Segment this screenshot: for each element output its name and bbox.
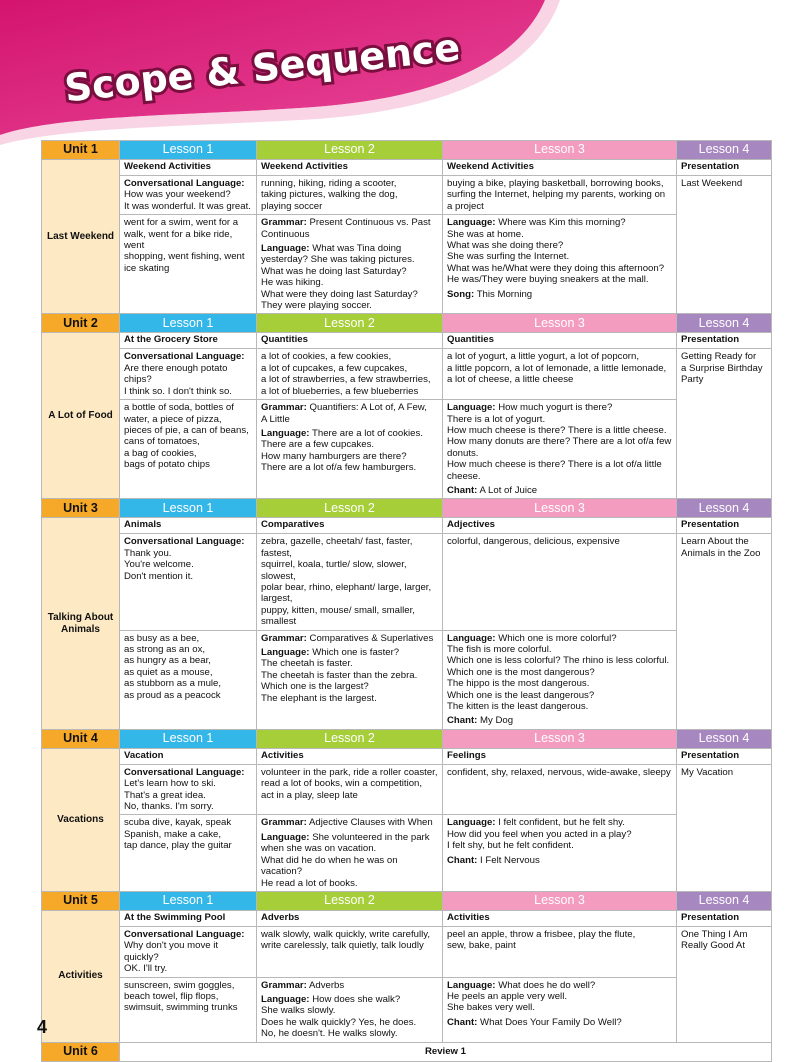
language-text: The kitten is the least dangerous. <box>447 701 589 713</box>
vocabulary-line: walk slowly, walk quickly, write carefully, <box>261 928 430 940</box>
language-text: The cheetah is faster. <box>261 658 353 670</box>
vocabulary-line: running, hiking, riding a scooter, <box>261 178 397 189</box>
language-text: She walks slowly. <box>261 1005 336 1017</box>
unit-label: Unit 1 <box>42 141 120 160</box>
conversational-language-text: Why don't you move it quickly? <box>124 940 219 963</box>
lesson-4-presentation <box>677 926 772 1042</box>
vocabulary-line: zebra, gazelle, cheetah/ fast, faster, fastest, <box>261 536 413 559</box>
unit-name: Talking About Animals <box>42 518 120 730</box>
language <box>261 647 438 658</box>
vocabulary-line: as strong as an ox, <box>124 644 206 655</box>
lesson-3-topic: Activities <box>443 910 677 926</box>
language <box>447 817 672 828</box>
vocabulary-line: squirrel, koala, turtle/ slow, slower, slowest, <box>261 559 407 582</box>
language-text: She volunteered in the park <box>312 831 430 843</box>
vocabulary-line: beach towel, flip flops, <box>124 990 219 1002</box>
lesson-2-vocabulary <box>257 349 443 400</box>
vocabulary-line: a bag of cookies, <box>124 447 197 459</box>
lesson-3-language <box>443 815 677 891</box>
lesson-2-vocabulary <box>257 534 443 630</box>
grammar-text: Adverbs <box>309 979 345 991</box>
grammar-text: Quantifiers: A Lot of, A Few, <box>309 402 427 414</box>
unit-name: Last Weekend <box>42 160 120 314</box>
lesson-1-topic: At the Grocery Store <box>120 333 257 349</box>
language-text: How many hamburgers are there? <box>261 450 407 462</box>
language-text: Which one is less colorful? The rhino is less colorful. <box>447 655 670 667</box>
vocabulary-line: as hungry as a bear, <box>124 655 211 667</box>
conversational-language-text: I think so. I don't think so. <box>124 385 232 397</box>
vocabulary-line: a lot of cupcakes, a few cupcakes, <box>261 362 408 374</box>
vocabulary-line: volunteer in the park, ride a roller coaster, <box>261 766 438 778</box>
lesson-1-topic: Animals <box>120 518 257 534</box>
lesson-1-header: Lesson 1 <box>120 314 257 333</box>
vocabulary-line: a lot of strawberries, a few strawberries, <box>261 374 431 386</box>
language-text: The cheetah is faster than the zebra. <box>261 669 418 681</box>
lesson-2-grammar <box>257 815 443 891</box>
song-chant-title: What Does Your Family Do Well? <box>480 1016 622 1028</box>
unit-label: Unit 5 <box>42 891 120 910</box>
language-text: What was Tina doing <box>312 243 402 255</box>
language-text: She was at home. <box>447 228 524 240</box>
vocabulary-line: shopping, went fishing, went <box>124 251 245 263</box>
vocabulary-line: a little popcorn, a lot of lemonade, a little lemonade, <box>447 362 667 374</box>
lesson-4-header: Lesson 4 <box>677 499 772 518</box>
song-chant-title: My Dog <box>480 715 514 727</box>
language <box>447 980 672 991</box>
language-text: I felt shy, but he felt confident. <box>447 840 574 852</box>
lesson-2-topic: Quantities <box>257 333 443 349</box>
lesson-4-presentation <box>677 764 772 891</box>
unit-name: Activities <box>42 910 120 1042</box>
language-text: What was she doing there? <box>447 240 564 252</box>
lesson-4-presentation <box>677 176 772 314</box>
lesson-3-topic: Feelings <box>443 748 677 764</box>
song-chant-title: A Lot of Juice <box>479 484 538 496</box>
grammar-label: Grammar: <box>261 217 307 229</box>
language <box>261 243 438 254</box>
page-title-text: Scope & Sequence <box>62 30 463 110</box>
conversational-language-label: Conversational Language: <box>124 351 245 363</box>
topic-row <box>42 748 772 764</box>
language-text: There are a lot of/a few hamburgers. <box>261 462 417 474</box>
unit-header-row <box>42 729 772 748</box>
vocabulary-line: ice skating <box>124 262 170 274</box>
language-text: What was he doing last Saturday? <box>261 265 407 277</box>
lesson-2-topic: Comparatives <box>257 518 443 534</box>
page-number: 4 <box>37 1017 48 1037</box>
vocabulary-line: a lot of yogurt, a little yogurt, a lot of popcorn, <box>447 351 639 363</box>
language <box>261 832 438 843</box>
lesson-3-header: Lesson 3 <box>443 891 677 910</box>
lesson-2-grammar <box>257 977 443 1042</box>
topic-row <box>42 333 772 349</box>
language-row <box>42 977 772 1042</box>
conversational-language-text: Are there enough potato chips? <box>124 362 228 386</box>
grammar-text: Continuous <box>261 228 310 240</box>
language-text: What was he/What were they doing this afternoon? <box>447 262 665 274</box>
lesson-1-topic: At the Swimming Pool <box>120 910 257 926</box>
vocabulary-line: sunscreen, swim goggles, <box>124 979 235 991</box>
vocabulary-line: water, a piece of pizza, <box>124 413 222 425</box>
lesson-2-topic: Activities <box>257 748 443 764</box>
lesson-2-header: Lesson 2 <box>257 314 443 333</box>
vocabulary-line: surfing the Internet, helping my parents, working on <box>447 189 666 201</box>
unit-label: Unit 6 <box>42 1042 120 1061</box>
lesson-3-vocabulary <box>443 349 677 400</box>
lesson-4-header: Lesson 4 <box>677 891 772 910</box>
grammar-label: Grammar: <box>261 817 307 829</box>
conversational-language <box>124 767 252 778</box>
language-label: Language: <box>447 217 496 229</box>
lesson-1-conversation <box>120 349 257 400</box>
language-label: Language: <box>261 647 310 658</box>
language-text: Which one is more colorful? <box>498 632 617 644</box>
song-chant <box>447 715 672 726</box>
grammar-label: Grammar: <box>261 632 307 644</box>
lesson-3-language <box>443 400 677 499</box>
conversational-language <box>124 178 252 189</box>
lesson-3-language <box>443 630 677 729</box>
vocabulary-line: write carelessly, talk quietly, talk loudly <box>261 940 424 952</box>
lesson-4-header: Lesson 4 <box>677 141 772 160</box>
topic-row <box>42 518 772 534</box>
conversational-language-text: Let's learn how to ski. <box>124 778 216 790</box>
conversational-language <box>124 536 252 547</box>
vocabulary-line: a lot of blueberries, a few blueberries <box>261 385 419 397</box>
vocabulary-line: confident, shy, relaxed, nervous, wide-awake, sleepy <box>447 766 671 778</box>
conversational-language <box>124 929 252 940</box>
conversational-language-label: Conversational Language: <box>124 766 245 778</box>
lesson-4-presentation <box>677 534 772 730</box>
language-label: Language: <box>447 402 496 414</box>
presentation-title: Getting Ready for <box>681 351 757 363</box>
unit-name: Vacations <box>42 748 120 891</box>
lesson-3-header: Lesson 3 <box>443 141 677 160</box>
song-chant <box>447 485 672 496</box>
vocabulary-line: read a lot of books, win a competition, <box>261 778 423 790</box>
lesson-1-header: Lesson 1 <box>120 729 257 748</box>
language-text: How many donuts are there? There are a lot of/a few donuts. <box>447 436 672 459</box>
conversational-language-text: OK. I'll try. <box>124 963 168 975</box>
lesson-2-grammar <box>257 630 443 729</box>
unit-label: Unit 2 <box>42 314 120 333</box>
presentation-title: One Thing I Am <box>681 928 748 940</box>
conversational-language-text: How was your weekend? <box>124 189 231 201</box>
vocabulary-line: as busy as a bee, <box>124 632 200 644</box>
lesson-2-header: Lesson 2 <box>257 729 443 748</box>
language-text: There are a few cupcakes. <box>261 439 375 451</box>
vocabulary-row <box>42 176 772 215</box>
vocabulary-line: scuba dive, kayak, speak <box>124 817 232 829</box>
vocabulary-row <box>42 926 772 977</box>
song-chant-label: Chant: <box>447 1016 478 1028</box>
vocabulary-line: playing soccer <box>261 200 323 212</box>
lesson-4-presentation <box>677 349 772 499</box>
unit-header-row <box>42 499 772 518</box>
language-text: He was hiking. <box>261 277 324 289</box>
song-chant-label: Chant: <box>447 715 478 727</box>
language-row <box>42 400 772 499</box>
lesson-2-topic: Weekend Activities <box>257 160 443 176</box>
language-row <box>42 215 772 314</box>
lesson-2-vocabulary <box>257 764 443 815</box>
grammar <box>261 402 438 413</box>
presentation-title: Learn About the <box>681 536 749 548</box>
language-label: Language: <box>261 243 310 255</box>
lesson-1-vocabulary <box>120 977 257 1042</box>
language <box>447 633 672 644</box>
language-label: Language: <box>261 831 310 843</box>
language-text: What did he do when he was on vacation? <box>261 854 398 878</box>
vocabulary-line: as stubborn as a mule, <box>124 678 222 690</box>
lesson-2-header: Lesson 2 <box>257 891 443 910</box>
scope-sequence-table <box>41 140 772 1062</box>
lesson-2-grammar <box>257 400 443 499</box>
lesson-1-conversation <box>120 176 257 215</box>
language-text: Which one is the most dangerous? <box>447 666 595 678</box>
language-text: Where was Kim this morning? <box>498 217 626 229</box>
grammar-text: Comparatives & Superlatives <box>309 632 434 644</box>
lesson-4-topic: Presentation <box>677 160 772 176</box>
unit-header-row <box>42 141 772 160</box>
lesson-3-topic: Weekend Activities <box>443 160 677 176</box>
presentation-title: Last Weekend <box>681 178 743 189</box>
language-text: There are a lot of cookies. <box>312 427 423 439</box>
song-chant-label: Chant: <box>447 854 478 866</box>
language-text: when she was on vacation. <box>261 843 377 855</box>
language-text: They were playing soccer. <box>261 300 372 312</box>
language-text: She bakes very well. <box>447 1002 535 1014</box>
lesson-4-topic: Presentation <box>677 910 772 926</box>
language <box>447 217 672 228</box>
lesson-4-topic: Presentation <box>677 333 772 349</box>
language-text: She was surfing the Internet. <box>447 251 570 263</box>
lesson-3-vocabulary <box>443 176 677 215</box>
language-text: No, he doesn't. He walks slowly. <box>261 1028 398 1040</box>
presentation-title: My Vacation <box>681 766 734 778</box>
presentation-title: Really Good At <box>681 940 745 952</box>
song-chant <box>447 1017 672 1028</box>
unit-6-row <box>42 1042 772 1061</box>
lesson-4-header: Lesson 4 <box>677 314 772 333</box>
vocabulary-line: bags of potato chips <box>124 459 210 471</box>
language-label: Language: <box>261 427 310 439</box>
vocabulary-line: tap dance, play the guitar <box>124 840 232 852</box>
conversational-language-text: Don't mention it. <box>124 570 194 582</box>
vocabulary-line: taking pictures, walking the dog, <box>261 189 398 201</box>
presentation-title: a Surprise Birthday <box>681 362 763 374</box>
lesson-2-grammar <box>257 215 443 314</box>
lesson-1-vocabulary <box>120 630 257 729</box>
song-chant <box>447 289 672 300</box>
language-label: Language: <box>447 817 496 829</box>
vocabulary-line: sew, bake, paint <box>447 940 516 952</box>
vocabulary-line: buying a bike, playing basketball, borrowing books, <box>447 178 664 189</box>
lesson-2-header: Lesson 2 <box>257 499 443 518</box>
lesson-2-topic: Adverbs <box>257 910 443 926</box>
conversational-language-text: It was wonderful. It was great. <box>124 200 251 212</box>
vocabulary-line: as proud as a peacock <box>124 689 221 701</box>
topic-row <box>42 910 772 926</box>
vocabulary-line: pieces of pie, a can of beans, <box>124 424 249 436</box>
language-text: He read a lot of books. <box>261 877 358 889</box>
conversational-language-text: That's a great idea. <box>124 789 206 801</box>
lesson-1-header: Lesson 1 <box>120 499 257 518</box>
language-row <box>42 815 772 891</box>
unit-label: Unit 4 <box>42 729 120 748</box>
language-text: There is a lot of yogurt. <box>447 413 546 425</box>
language-label: Language: <box>447 632 496 644</box>
vocabulary-row <box>42 349 772 400</box>
lesson-2-vocabulary <box>257 926 443 977</box>
vocabulary-line: peel an apple, throw a frisbee, play the flute, <box>447 928 636 940</box>
lesson-2-vocabulary <box>257 176 443 215</box>
language <box>261 994 438 1005</box>
lesson-3-vocabulary <box>443 534 677 630</box>
grammar <box>261 817 438 828</box>
language-text: The hippo is the most dangerous. <box>447 678 590 690</box>
vocabulary-line: walk, went for a bike ride, went <box>124 228 233 252</box>
lesson-2-header: Lesson 2 <box>257 141 443 160</box>
song-chant-label: Chant: <box>447 484 478 496</box>
lesson-1-vocabulary <box>120 215 257 314</box>
vocabulary-line: colorful, dangerous, delicious, expensive <box>447 536 620 548</box>
grammar <box>261 217 438 228</box>
lesson-1-header: Lesson 1 <box>120 141 257 160</box>
language-text: How does she walk? <box>312 993 401 1005</box>
vocabulary-line: polar bear, rhino, elephant/ large, larger, largest, <box>261 581 432 605</box>
language-text: The fish is more colorful. <box>447 644 552 655</box>
language-text: He was/They were buying sneakers at the mall. <box>447 274 649 286</box>
vocabulary-line: act in a play, sleep late <box>261 789 358 801</box>
language-text: How much cheese is there? There is a little cheese. <box>447 424 667 436</box>
language <box>447 402 672 413</box>
lesson-4-topic: Presentation <box>677 518 772 534</box>
review-label: Review 1 <box>120 1042 772 1061</box>
vocabulary-row <box>42 764 772 815</box>
conversational-language-label: Conversational Language: <box>124 178 245 189</box>
vocabulary-line: cans of tomatoes, <box>124 436 200 448</box>
vocabulary-line: Spanish, make a cake, <box>124 828 222 840</box>
lesson-1-conversation <box>120 534 257 630</box>
lesson-4-topic: Presentation <box>677 748 772 764</box>
lesson-1-vocabulary <box>120 815 257 891</box>
vocabulary-row <box>42 534 772 630</box>
language-label: Language: <box>447 979 496 991</box>
song-chant <box>447 855 672 866</box>
lesson-1-conversation <box>120 764 257 815</box>
grammar-label: Grammar: <box>261 402 307 414</box>
grammar-text: A Little <box>261 413 290 425</box>
unit-header-row <box>42 891 772 910</box>
unit-label: Unit 3 <box>42 499 120 518</box>
lesson-3-vocabulary <box>443 764 677 815</box>
language-text: Which one is the largest? <box>261 681 369 693</box>
lesson-1-topic: Weekend Activities <box>120 160 257 176</box>
language-text: What were they doing last Saturday? <box>261 288 418 300</box>
language-text: How did you feel when you acted in a play? <box>447 828 632 840</box>
language <box>261 428 438 439</box>
grammar <box>261 980 438 991</box>
presentation-title: Animals in the Zoo <box>681 547 761 559</box>
lesson-3-topic: Quantities <box>443 333 677 349</box>
language-text: Which one is faster? <box>312 647 400 658</box>
presentation-title: Party <box>681 374 704 386</box>
vocabulary-line: went for a swim, went for a <box>124 217 239 229</box>
grammar-text: Present Continuous vs. Past <box>309 217 431 229</box>
language-label: Language: <box>261 993 310 1005</box>
lesson-4-header: Lesson 4 <box>677 729 772 748</box>
song-chant-label: Song: <box>447 288 475 300</box>
lesson-3-topic: Adjectives <box>443 518 677 534</box>
lesson-3-vocabulary <box>443 926 677 977</box>
language-text: The elephant is the largest. <box>261 692 377 704</box>
unit-name: A Lot of Food <box>42 333 120 499</box>
conversational-language-text: You're welcome. <box>124 559 194 571</box>
language-text: What does he do well? <box>498 979 596 991</box>
lesson-3-language <box>443 977 677 1042</box>
lesson-3-header: Lesson 3 <box>443 499 677 518</box>
lesson-3-language <box>443 215 677 314</box>
lesson-1-header: Lesson 1 <box>120 891 257 910</box>
grammar-label: Grammar: <box>261 979 307 991</box>
conversational-language-label: Conversational Language: <box>124 536 245 548</box>
vocabulary-line: a lot of cookies, a few cookies, <box>261 351 392 363</box>
grammar-text: Adjective Clauses with When <box>309 817 433 829</box>
language-text: How much cheese is there? There is a lot of/a little cheese. <box>447 459 662 482</box>
conversational-language-text: No, thanks. I'm sorry. <box>124 801 214 813</box>
vocabulary-line: a lot of cheese, a little cheese <box>447 374 574 386</box>
lesson-1-conversation <box>120 926 257 977</box>
vocabulary-line: puppy, kitten, mouse/ small, smaller, smallest <box>261 604 415 628</box>
conversational-language <box>124 351 252 362</box>
conversational-language-label: Conversational Language: <box>124 928 245 940</box>
vocabulary-line: swimsuit, swimming trunks <box>124 1002 238 1014</box>
language-text: How much yogurt is there? <box>498 402 613 414</box>
language-text: Which one is the least dangerous? <box>447 689 595 701</box>
lesson-1-vocabulary <box>120 400 257 499</box>
unit-header-row <box>42 314 772 333</box>
lesson-1-topic: Vacation <box>120 748 257 764</box>
lesson-3-header: Lesson 3 <box>443 729 677 748</box>
grammar <box>261 633 438 644</box>
lesson-3-header: Lesson 3 <box>443 314 677 333</box>
language-text: Does he walk quickly? Yes, he does. <box>261 1016 417 1028</box>
vocabulary-line: a bottle of soda, bottles of <box>124 402 234 414</box>
language-text: yesterday? She was taking pictures. <box>261 254 415 266</box>
page-title <box>60 30 480 110</box>
conversational-language-text: Thank you. <box>124 547 172 559</box>
language-text: He peels an apple very well. <box>447 990 567 1002</box>
song-chant-title: I Felt Nervous <box>480 854 540 866</box>
language-row <box>42 630 772 729</box>
language-text: I felt confident, but he felt shy. <box>498 817 625 829</box>
vocabulary-line: as quiet as a mouse, <box>124 666 213 678</box>
vocabulary-line: a project <box>447 200 484 212</box>
song-chant-title: This Morning <box>476 288 533 300</box>
topic-row <box>42 160 772 176</box>
